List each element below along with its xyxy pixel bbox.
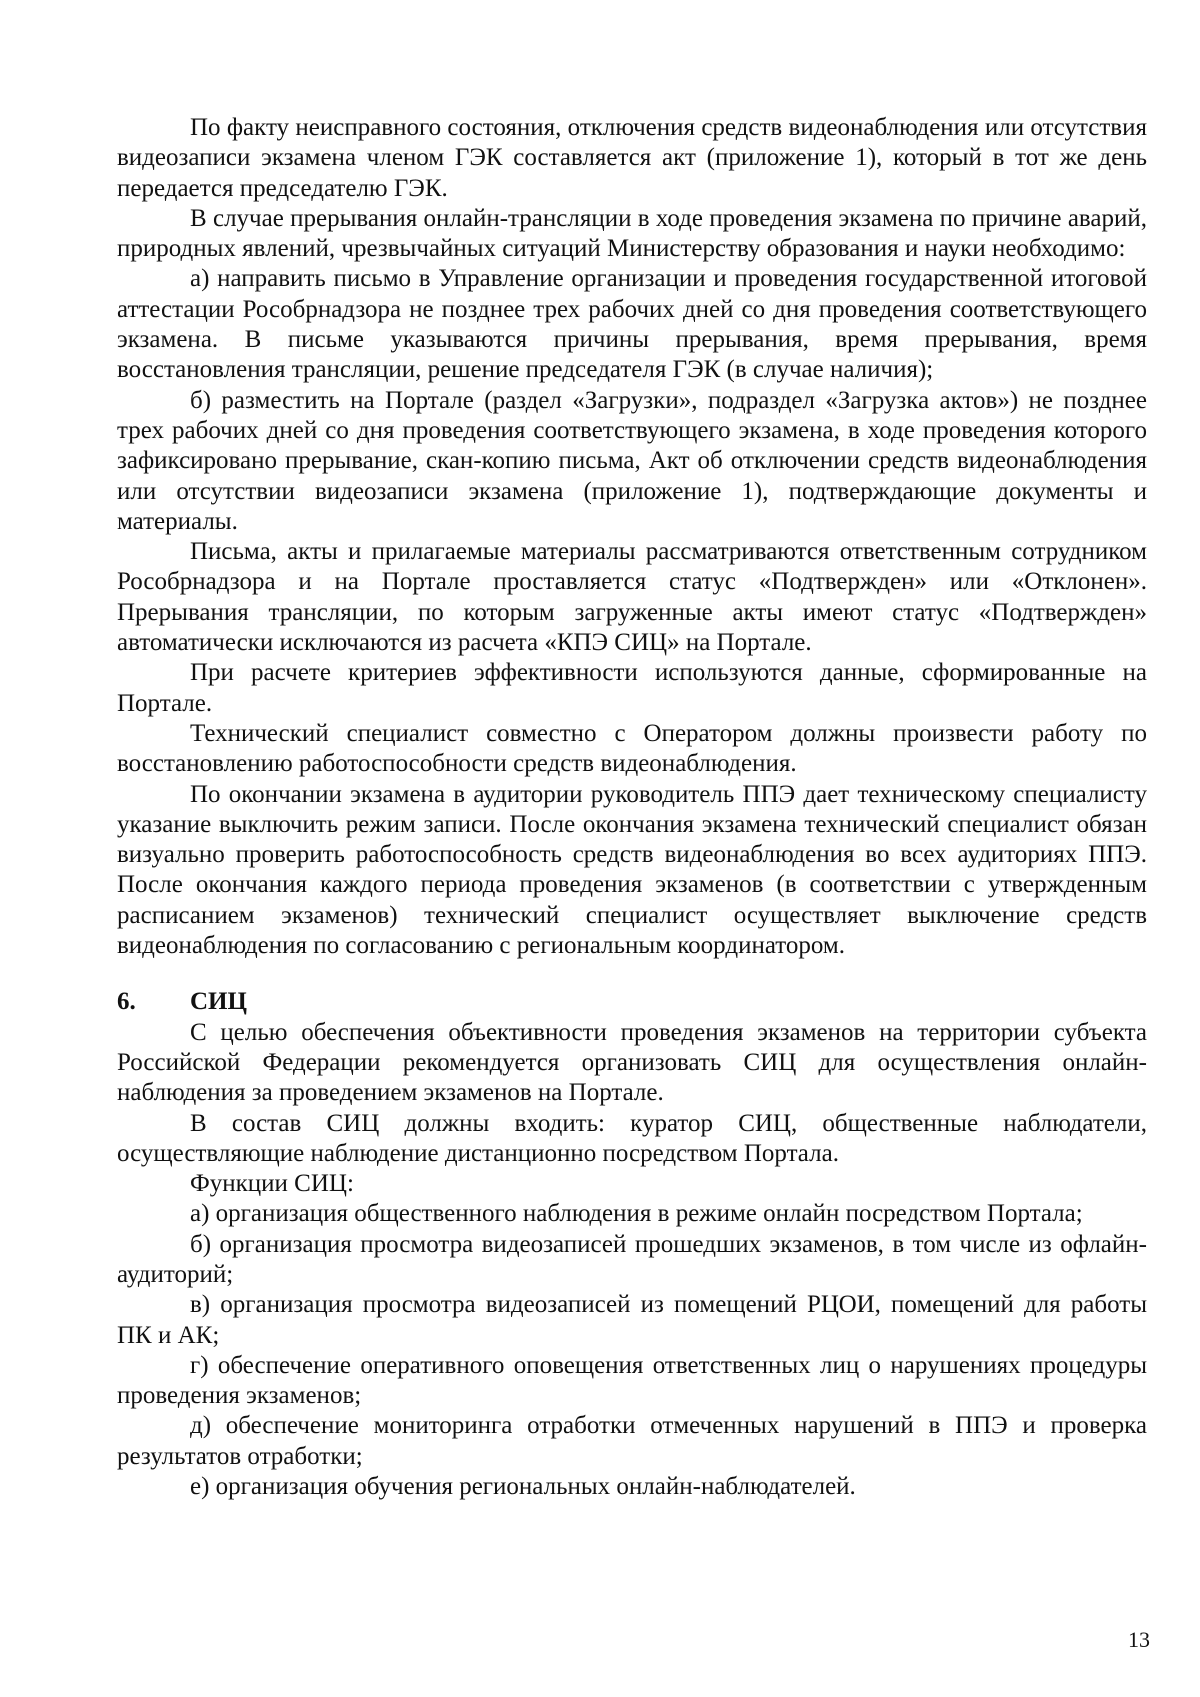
paragraph: Функции СИЦ: <box>190 1170 354 1198</box>
paragraph: По окончании экзамена в аудитории руководитель ППЭ дает техническому специалисту указание выключить режим записи. После окончания экзамена технический специалист обязан визуально проверить работоспособность средств видеонаблюдения во всех аудиториях ППЭ. После окончания каждого периода проведения экзаменов (в соответствии с утвержденным расписанием экзаменов) технический специалист осуществляет выключение средств видеонаблюдения по согласованию с региональным координатором. <box>117 780 1147 960</box>
paragraph: Письма, акты и прилагаемые материалы рассматриваются ответственным сотрудником Рособрнадзора и на Портале проставляется статус «Подтвержден» или «Отклонен». Прерывания трансляции, по которым загруженные акты имеют статус «Подтвержден» автоматически исключаются из расчета «КПЭ СИЦ» на Портале. <box>117 538 1147 657</box>
paragraph: С целью обеспечения объективности проведения экзаменов на территории субъекта Российской Федерации рекомендуется организовать СИЦ для осуществления онлайн-наблюдения за проведением экзаменов на Портале. <box>117 1018 1147 1107</box>
paragraph: В случае прерывания онлайн-трансляции в ходе проведения экзамена по причине аварий, природных явлений, чрезвычайных ситуаций Министерству образования и науки необходимо: <box>117 204 1147 263</box>
paragraph: По факту неисправного состояния, отключения средств видеонаблюдения или отсутствия видеозаписи экзамена членом ГЭК составляется акт (приложение 1), который в тот же день передается председателю ГЭК. <box>117 114 1147 202</box>
page-number: 13 <box>1128 1627 1150 1652</box>
list-item: д) обеспечение мониторинга отработки отмеченных нарушений в ППЭ и проверка результатов отработки; <box>117 1412 1147 1470</box>
section-title: СИЦ <box>190 988 247 1016</box>
section-heading <box>117 987 1147 1017</box>
paragraph: В состав СИЦ должны входить: куратор СИЦ, общественные наблюдатели, осуществляющие наблюдение дистанционно посредством Портала. <box>117 1109 1147 1167</box>
list-item: е) организация обучения региональных онлайн-наблюдателей. <box>190 1473 856 1501</box>
list-item: г) обеспечение оперативного оповещения ответственных лиц о нарушениях процедуры проведения экзаменов; <box>117 1351 1147 1410</box>
page-content <box>117 113 1147 1502</box>
section-number: 6. <box>117 988 136 1016</box>
paragraph: При расчете критериев эффективности используются данные, сформированные на Портале. <box>117 659 1147 717</box>
list-item: а) организация общественного наблюдения в режиме онлайн посредством Портала; <box>190 1200 1083 1228</box>
list-item: б) организация просмотра видеозаписей прошедших экзаменов, в том числе из офлайн-аудиторий; <box>117 1230 1147 1288</box>
paragraph: б) разместить на Портале (раздел «Загрузки», подраздел «Загрузка актов») не позднее трех рабочих дней со дня проведения соответствующего экзамена, в ходе проведения которого зафиксировано прерывание, скан-копию письма, Акт об отключении средств видеонаблюдения или отсутствии видеозаписи экзамена (приложение 1), подтверждающие документы и материалы. <box>117 386 1147 535</box>
paragraph: а) направить письмо в Управление организации и проведения государственной итоговой аттестации Рособрнадзора не позднее трех рабочих дней со дня проведения соответствующего экзамена. В письме указываются причины прерывания, время прерывания, время восстановления трансляции, решение председателя ГЭК (в случае наличия); <box>117 265 1147 384</box>
list-item: в) организация просмотра видеозаписей из помещений РЦОИ, помещений для работы ПК и АК; <box>117 1291 1147 1349</box>
paragraph: Технический специалист совместно с Оператором должны произвести работу по восстановлению работоспособности средств видеонаблюдения. <box>117 719 1147 778</box>
